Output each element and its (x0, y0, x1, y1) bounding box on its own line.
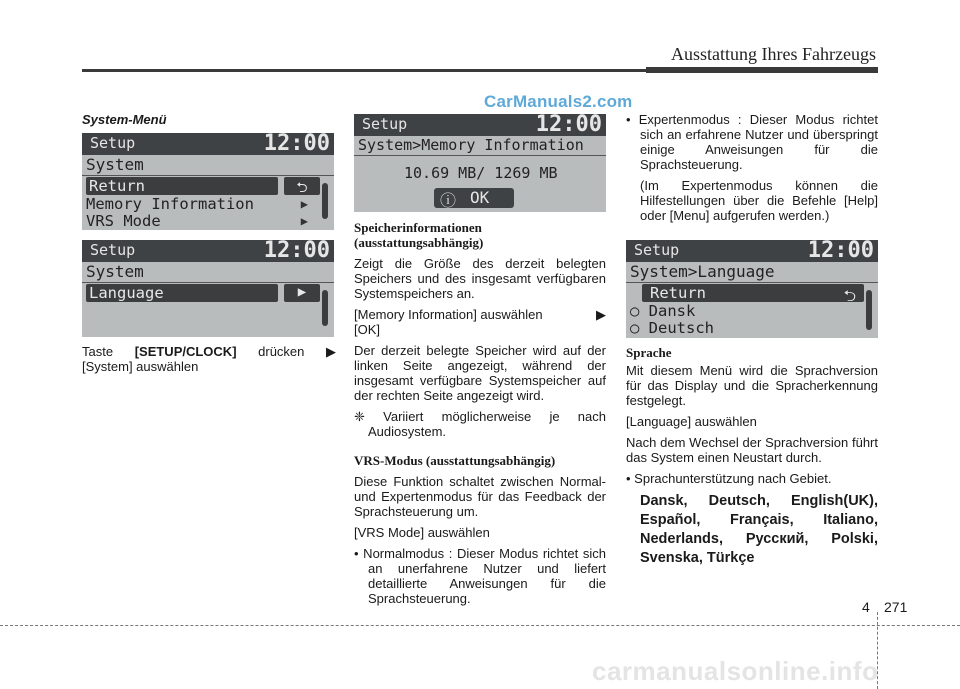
language-label: Deutsch (648, 319, 714, 337)
language-instruction: [Language] auswählen (626, 414, 757, 429)
screen-title: Setup (90, 134, 136, 152)
column-3-top (626, 112, 878, 229)
scrollbar[interactable] (322, 290, 328, 326)
section-heading-system-menu: System-Menü (82, 112, 167, 127)
paragraph-vrs: Diese Funktion schaltet zwischen Normal- und Expertenmodus für das Feedback der Sprachsteuerung um. (354, 474, 606, 519)
heading-ausstattungsabhaengig: (ausstattungsabhängig) (354, 235, 484, 250)
footer-rule (0, 625, 960, 626)
instruction-line-2: [System] auswählen (82, 359, 199, 374)
paragraph-memory-display: Der derzeit belegte Speicher wird auf der linken Seite angezeigt, während der insgesamt verfügbare Systemspeicher auf der rechten Seite angezeigt wird. (354, 343, 606, 403)
bullet-normalmodus: • Normalmodus : Dieser Modus richtet sich an unerfahrene Nutzer und liefert detaillierte Anweisungen für die Sprachsteuerung. (354, 546, 606, 606)
screen-system-menu (82, 133, 334, 230)
instruction-post: drücken (258, 344, 305, 359)
menu-item-return[interactable] (86, 177, 278, 195)
screen-divider (82, 282, 334, 283)
ok-label: OK (470, 188, 490, 207)
header-rule-accent (646, 67, 878, 73)
screen-path: System>Language (630, 262, 775, 281)
radio-icon: ○ (630, 319, 649, 337)
screen-divider (354, 155, 606, 156)
screen-path: System (86, 262, 144, 281)
column-2 (354, 220, 606, 612)
chevron-right-icon: ▶ (300, 197, 308, 211)
screen-memory-information (354, 114, 606, 212)
chapter-number: 4 (862, 599, 870, 615)
chevron-right-icon: ▶ (300, 214, 308, 228)
arrow-right-icon: ▶ (326, 344, 336, 359)
screen-title-bar (354, 114, 606, 136)
screen-title-bar (82, 240, 334, 262)
chevron-right-icon[interactable]: ▶ (284, 284, 320, 302)
screen-path: System (86, 155, 144, 174)
heading-vrs-modus: VRS-Modus (ausstattungsabhängig) (354, 453, 556, 468)
paragraph-sprache: Mit diesem Menü wird die Sprachversion für das Display und die Spracherkennung festgelegt. (626, 363, 878, 408)
setup-clock-key: [SETUP/CLOCK] (134, 344, 237, 359)
bullet-sprachunterstuetzung: • Sprachunterstützung nach Gebiet. (626, 471, 832, 486)
screen-clock: 12:00 (535, 114, 602, 137)
watermark-bottom: carmanualsonline.info (592, 656, 879, 686)
note-text: Variiert möglicherweise je nach Audiosystem. (368, 409, 606, 439)
page-number: 271 (884, 599, 908, 615)
page-header-title: Ausstattung Ihres Fahrzeugs (671, 44, 876, 64)
screen-path: System>Memory Information (358, 136, 584, 154)
menu-item-return[interactable] (642, 284, 864, 305)
screen-language (626, 240, 878, 338)
menu-item-label: Return (89, 177, 145, 195)
memory-instruction-text: [Memory Information] auswählen (354, 307, 543, 322)
watermark-top[interactable]: CarManuals2.com (484, 92, 633, 111)
scrollbar[interactable] (322, 183, 328, 219)
column-1-text (82, 344, 336, 380)
screen-divider (82, 175, 334, 176)
screen-divider (626, 282, 878, 283)
return-icon[interactable]: ⮌ (284, 177, 320, 195)
memory-instruction-ok: [OK] (354, 322, 381, 337)
column-1 (82, 112, 336, 133)
paragraph-expert-help: (Im Expertenmodus können die Hilfestellungen über die Befehle [Help] oder [Menu] aufgerufen werden.) (640, 178, 878, 223)
menu-item-vrs-mode[interactable]: VRS Mode (86, 212, 161, 230)
memory-value: 10.69 MB/ 1269 MB (404, 164, 558, 182)
supported-languages: Dansk, Deutsch, English(UK), Español, Français, Italiano, Nederlands, Русский, Polski, Svenska, Türkçe (640, 493, 878, 566)
info-icon: ⓘ (440, 191, 457, 210)
note-audiosystem (354, 409, 606, 439)
screen-system-language (82, 240, 334, 337)
screen-title: Setup (90, 241, 136, 259)
screen-title: Setup (362, 115, 408, 133)
column-3 (626, 345, 878, 574)
screen-clock: 12:00 (263, 240, 330, 263)
screen-clock: 12:00 (807, 240, 874, 263)
note-icon: ❈ (354, 409, 365, 424)
screen-title-bar (82, 133, 334, 155)
heading-speicherinformationen: Speicherinformationen (354, 220, 482, 235)
screen-title: Setup (634, 241, 680, 259)
language-label: Dansk (648, 302, 696, 320)
return-icon: ⮌ (843, 287, 856, 305)
language-option-dansk[interactable] (630, 302, 695, 320)
scrollbar[interactable] (866, 290, 872, 330)
paragraph-memory: Zeigt die Größe des derzeit belegten Speichers und des insgesamt verfügbaren Systemspeichers an. (354, 256, 606, 301)
screen-title-bar (626, 240, 878, 262)
instruction-line (82, 344, 336, 359)
ok-button[interactable] (434, 188, 514, 208)
paragraph-restart: Nach dem Wechsel der Sprachversion führt das System einen Neustart durch. (626, 435, 878, 465)
radio-icon: ○ (630, 302, 649, 320)
language-option-deutsch[interactable] (630, 319, 714, 337)
screen-clock: 12:00 (263, 133, 330, 156)
menu-item-language[interactable] (86, 284, 278, 302)
menu-item-memory-information[interactable]: Memory Information (86, 195, 254, 213)
menu-item-label: Return (650, 284, 706, 302)
memory-instruction (354, 307, 606, 322)
heading-sprache: Sprache (626, 345, 672, 360)
instruction-pre: Taste (82, 344, 114, 359)
arrow-right-icon: ▶ (596, 307, 606, 322)
vrs-instruction: [VRS Mode] auswählen (354, 525, 490, 540)
bullet-expertenmodus: • Expertenmodus : Dieser Modus richtet sich an erfahrene Nutzer und überspringt einige Anweisungen für die Sprachsteuerung. (626, 112, 878, 172)
menu-item-label: Language (89, 284, 164, 302)
